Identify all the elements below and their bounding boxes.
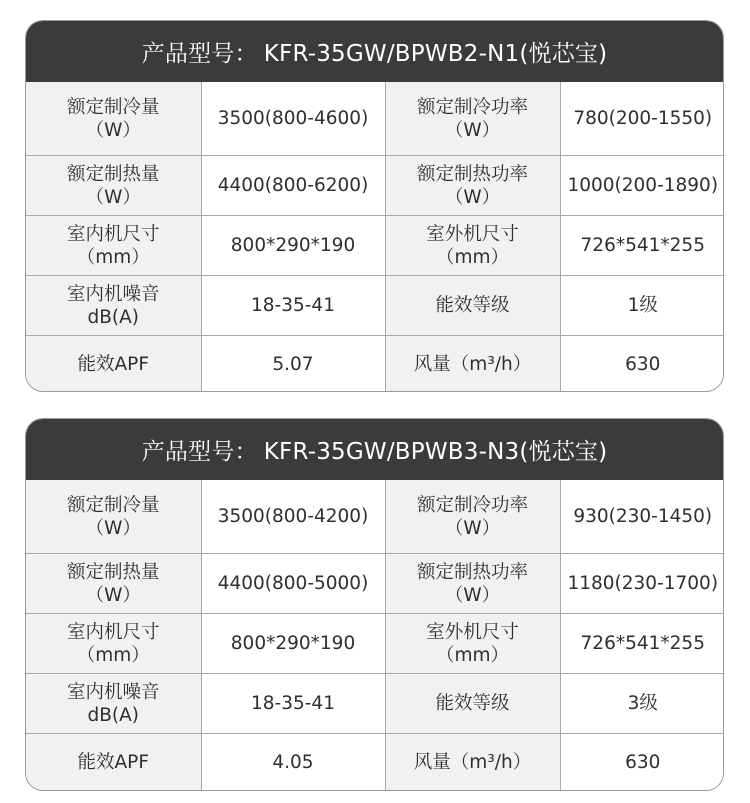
energy-grade-value: 1级 [560,276,724,336]
energy-grade-value: 3级 [560,674,724,734]
cooling-capacity-value: 3500(800-4200) [201,480,385,554]
heating-power-value: 1180(230-1700) [560,554,724,614]
heating-power-label: 额定制热功率 （W） [385,156,560,216]
airflow-label: 风量（m³/h） [385,336,560,393]
outdoor-size-value: 726*541*255 [560,614,724,674]
table-row [26,480,724,554]
energy-grade-label: 能效等级 [385,674,560,734]
cooling-capacity-label: 额定制冷量 （W） [26,480,201,554]
table-row [26,156,724,216]
table-row [26,82,724,156]
indoor-noise-value: 18-35-41 [201,276,385,336]
heating-power-label: 额定制热功率 （W） [385,554,560,614]
outdoor-size-label: 室外机尺寸 （mm） [385,614,560,674]
apf-value: 5.07 [201,336,385,393]
cooling-power-value: 930(230-1450) [560,480,724,554]
card-header [26,419,723,480]
table-row [26,336,724,393]
table-row [26,276,724,336]
model-prefix: 产品型号： [141,439,258,465]
airflow-value: 630 [560,734,724,792]
table-row [26,674,724,734]
heating-capacity-label: 额定制热量 （W） [26,156,201,216]
indoor-size-label: 室内机尺寸 （mm） [26,614,201,674]
model-name: KFR-35GW/BPWB2-N1(悦芯宝) [263,41,608,67]
apf-label: 能效APF [26,734,201,792]
airflow-value: 630 [560,336,724,393]
table-row [26,554,724,614]
indoor-size-value: 800*290*190 [201,614,385,674]
cooling-power-label: 额定制冷功率 （W） [385,82,560,156]
table-row [26,614,724,674]
cooling-capacity-value: 3500(800-4600) [201,82,385,156]
apf-value: 4.05 [201,734,385,792]
card-header [26,21,723,82]
outdoor-size-value: 726*541*255 [560,216,724,276]
cooling-power-value: 780(200-1550) [560,82,724,156]
indoor-noise-label: 室内机噪音 dB(A) [26,276,201,336]
heating-capacity-value: 4400(800-6200) [201,156,385,216]
heating-capacity-label: 额定制热量 （W） [26,554,201,614]
spec-table [26,82,724,392]
indoor-size-label: 室内机尺寸 （mm） [26,216,201,276]
spec-table [26,480,724,791]
spec-card-2 [25,418,724,791]
table-row [26,734,724,792]
heating-power-value: 1000(200-1890) [560,156,724,216]
indoor-size-value: 800*290*190 [201,216,385,276]
energy-grade-label: 能效等级 [385,276,560,336]
heating-capacity-value: 4400(800-5000) [201,554,385,614]
cooling-power-label: 额定制冷功率 （W） [385,480,560,554]
table-row [26,216,724,276]
spec-card-1 [25,20,724,392]
indoor-noise-label: 室内机噪音 dB(A) [26,674,201,734]
airflow-label: 风量（m³/h） [385,734,560,792]
outdoor-size-label: 室外机尺寸 （mm） [385,216,560,276]
model-name: KFR-35GW/BPWB3-N3(悦芯宝) [263,439,608,465]
apf-label: 能效APF [26,336,201,393]
model-prefix: 产品型号： [141,41,258,67]
indoor-noise-value: 18-35-41 [201,674,385,734]
cooling-capacity-label: 额定制冷量 （W） [26,82,201,156]
